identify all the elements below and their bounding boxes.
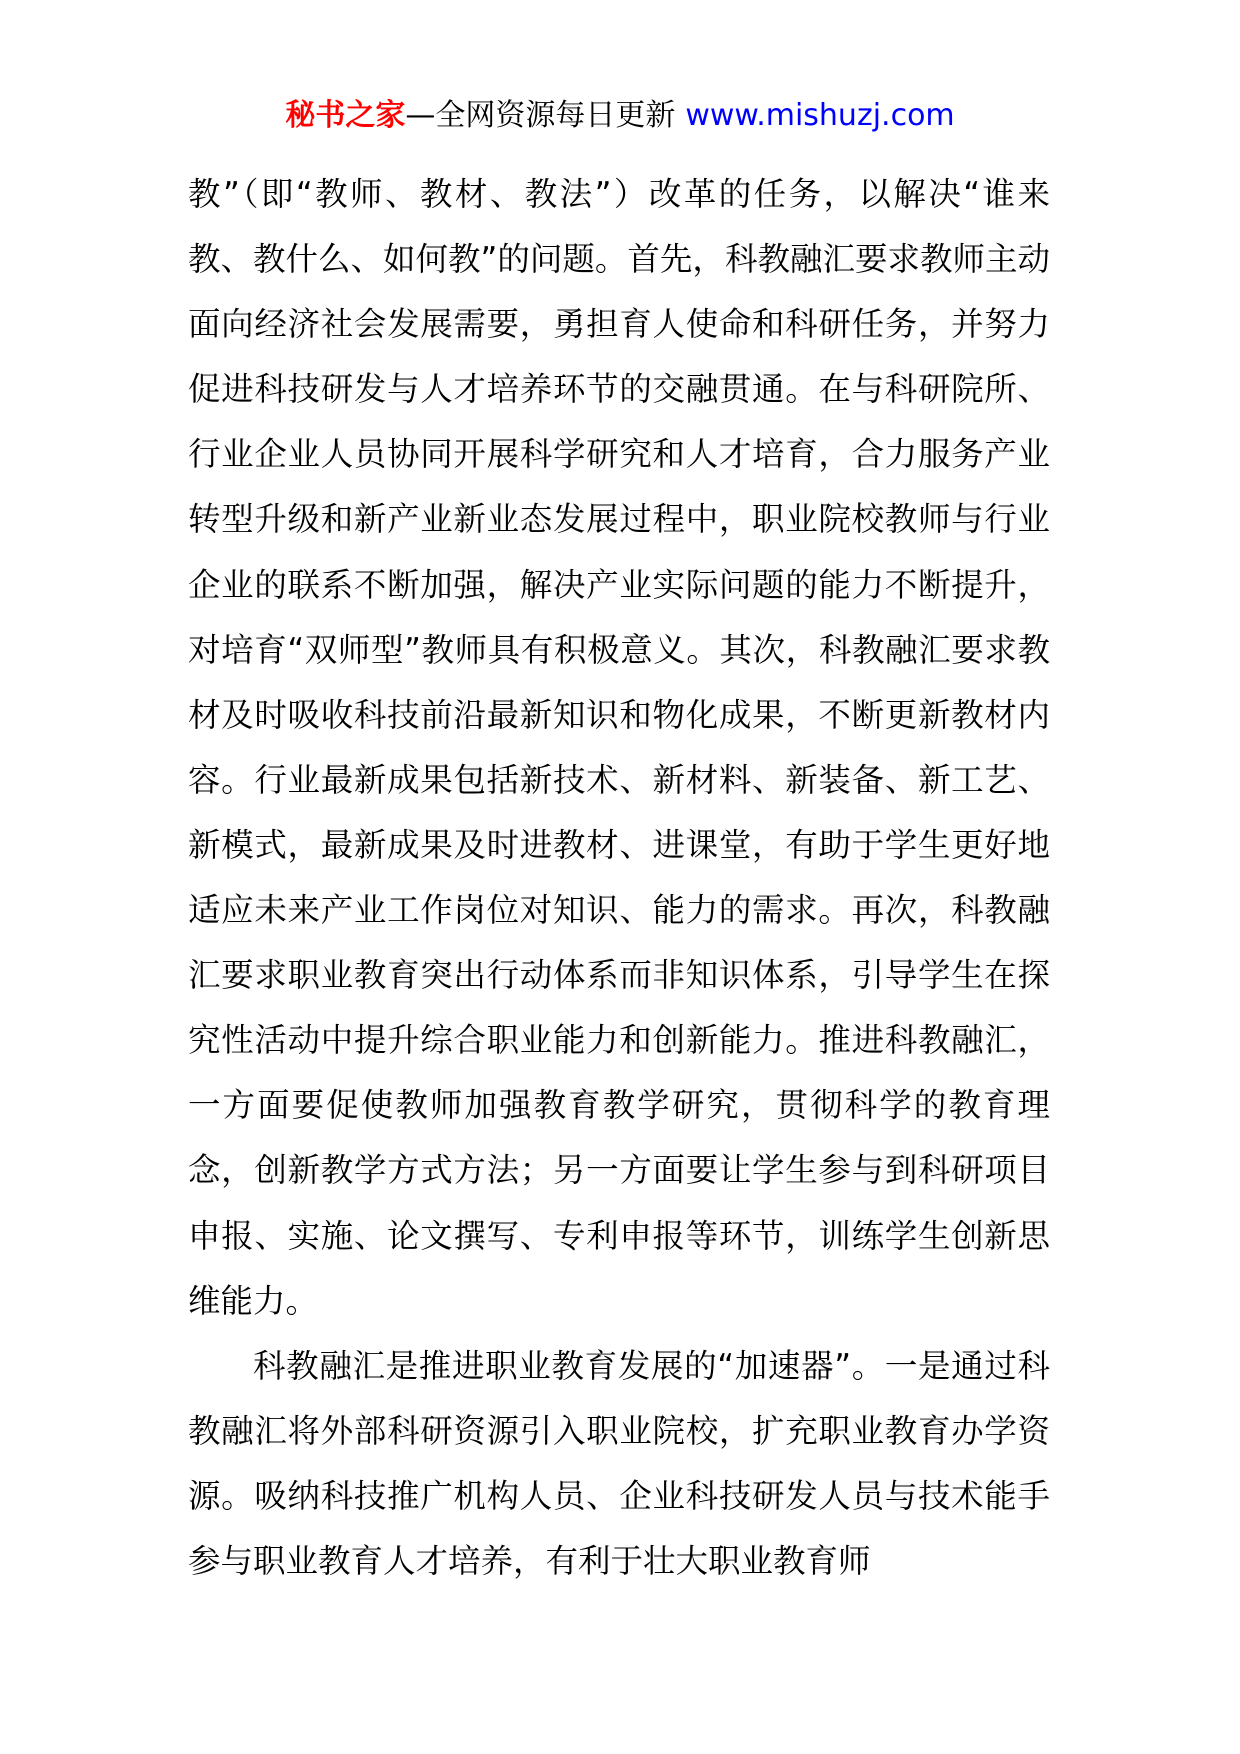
paragraph-accelerator: 科教融汇是推进职业教育发展的“加速器”。一是通过科教融汇将外部科研资源引入职业院校，扩充职业教育办学资源。吸纳科技推广机构人员、企业科技研发人员与技术能手参与职业教育人才培养，有利于壮大职业教育师 xyxy=(188,1346,1050,1580)
site-tagline: —全网资源每日更新 xyxy=(405,98,676,133)
site-header xyxy=(0,96,1240,136)
document-body xyxy=(188,162,1050,1594)
site-brand: 秘书之家 xyxy=(285,98,406,133)
paragraph-continued: 教”（即“教师、教材、教法”）改革的任务，以解决“谁来教、教什么、如何教”的问题。首先，科教融汇要求教师主动面向经济社会发展需要，勇担育人使命和科研任务，并努力促进科技研发与人才培养环节的交融贯通。在与科研院所、行业企业人员协同开展科学研究和人才培育，合力服务产业转型升级和新产业新业态发展过程中，职业院校教师与行业企业的联系不断加强，解决产业实际问题的能力不断提升，对培育“双师型”教师具有积极意义。其次，科教融汇要求教材及时吸收科技前沿最新知识和物化成果，不断更新教材内容。行业最新成果包括新技术、新材料、新装备、新工艺、新模式，最新成果及时进教材、进课堂，有助于学生更好地适应未来产业工作岗位对知识、能力的需求。再次，科教融汇要求职业教育突出行动体系而非知识体系，引导学生在探究性活动中提升综合职业能力和创新能力。推进科教融汇，一方面要促使教师加强教育教学研究，贯彻科学的教育理念，创新教学方式方法；另一方面要让学生参与到科研项目申报、实施、论文撰写、专利申报等环节，训练学生创新思维能力。 xyxy=(188,175,1050,1320)
site-url-link[interactable]: www.mishuzj.com xyxy=(685,98,955,133)
